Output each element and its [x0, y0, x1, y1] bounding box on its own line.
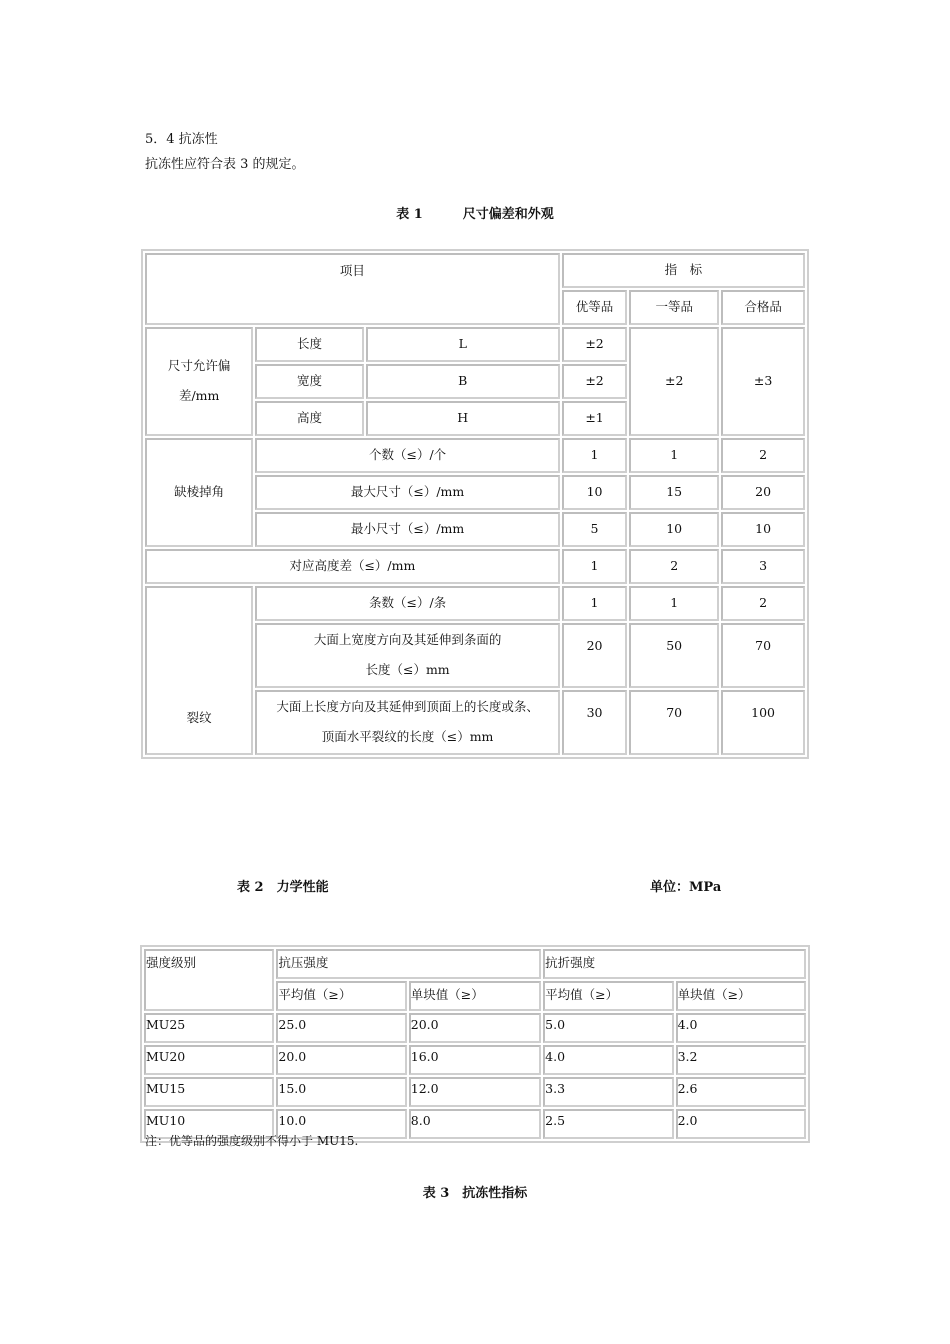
crack-count-v3: 2 [721, 586, 805, 621]
table3-title: 表 3 抗冻性指标 [422, 1186, 528, 1201]
t2-cell: 25.0 [276, 1013, 406, 1043]
height-diff-v2: 2 [629, 549, 719, 584]
dimension-value-length: ±2 [562, 327, 627, 362]
dimension-value-qualified: ±3 [721, 327, 805, 436]
crack-count-v1: 1 [562, 586, 627, 621]
t2-cell: 2.0 [676, 1109, 806, 1139]
dimension-symbol-height: H [366, 401, 560, 436]
t2-cell: MU20 [144, 1045, 274, 1075]
table-row [144, 1045, 806, 1075]
header-grade-premium: 优等品 [562, 290, 627, 325]
dimension-name-height: 高度 [255, 401, 363, 436]
t2-header-comp-avg: 平均值（≥） [276, 981, 406, 1011]
crack-width-line2: 长度（≤）mm [365, 662, 450, 677]
corner-count-label: 个数（≤）/个 [255, 438, 560, 473]
table2-unit: 单位：MPa [650, 880, 722, 895]
table1-title [0, 203, 950, 222]
table-row [144, 1013, 806, 1043]
corner-count-v3: 2 [721, 438, 805, 473]
height-diff-v1: 1 [562, 549, 627, 584]
t2-cell: MU25 [144, 1013, 274, 1043]
corner-group-label: 缺棱掉角 [145, 438, 253, 547]
crack-width-line1: 大面上宽度方向及其延伸到条面的 [313, 632, 502, 647]
t2-header-grade: 强度级别 [144, 949, 274, 1011]
dimension-group-label: 尺寸允许偏差/mm [145, 327, 253, 436]
header-grade-qualified: 合格品 [721, 290, 805, 325]
dimension-name-length: 长度 [255, 327, 363, 362]
t2-cell: 12.0 [409, 1077, 541, 1107]
table1-title-label: 表 1 [396, 207, 423, 222]
crack-length-v1: 30 [562, 690, 627, 755]
table2-title: 表 2 力学性能 [237, 880, 329, 895]
crack-length-line1: 大面上长度方向及其延伸到顶面上的长度或条、 [276, 699, 539, 714]
table2-note: 注：优等品的强度级别不得小于 MU15. [145, 1134, 359, 1148]
height-diff-v3: 3 [721, 549, 805, 584]
corner-max-v2: 15 [629, 475, 719, 510]
table1 [141, 249, 809, 759]
t2-cell: 3.3 [543, 1077, 673, 1107]
crack-length-v2: 70 [629, 690, 719, 755]
corner-min-v2: 10 [629, 512, 719, 547]
dimension-value-height: ±1 [562, 401, 627, 436]
t2-header-flex-single: 单块值（≥） [676, 981, 806, 1011]
t2-cell: 20.0 [276, 1045, 406, 1075]
t2-cell: 10.0 [276, 1109, 406, 1139]
header-indicator: 指 标 [562, 253, 805, 288]
t2-header-compressive: 抗压强度 [276, 949, 541, 979]
t2-header-comp-single: 单块值（≥） [409, 981, 541, 1011]
t2-cell: MU15 [144, 1077, 274, 1107]
corner-count-v1: 1 [562, 438, 627, 473]
corner-count-v2: 1 [629, 438, 719, 473]
crack-width-v3: 70 [721, 623, 805, 688]
t2-cell: 8.0 [409, 1109, 541, 1139]
crack-length-line2: 顶面水平裂纹的长度（≤）mm [321, 729, 494, 744]
crack-length-v3: 100 [721, 690, 805, 755]
dimension-symbol-length: L [366, 327, 560, 362]
section-body: 抗冻性应符合表 3 的规定。 [145, 157, 305, 172]
crack-length-label [255, 690, 560, 755]
crack-group-label: 裂纹 [145, 586, 253, 755]
dimension-name-width: 宽度 [255, 364, 363, 399]
section-heading: 5．4 抗冻性 [145, 132, 218, 147]
t2-header-flexural: 抗折强度 [543, 949, 806, 979]
t2-cell: 3.2 [676, 1045, 806, 1075]
corner-max-label: 最大尺寸（≤）/mm [255, 475, 560, 510]
table1-title-text: 尺寸偏差和外观 [462, 207, 554, 222]
table2 [140, 945, 810, 1143]
dimension-value-first-grade: ±2 [629, 327, 719, 436]
t2-cell: 5.0 [543, 1013, 673, 1043]
crack-width-v2: 50 [629, 623, 719, 688]
crack-width-label [255, 623, 560, 688]
t2-cell: 4.0 [543, 1045, 673, 1075]
t2-cell: 4.0 [676, 1013, 806, 1043]
t2-cell: 15.0 [276, 1077, 406, 1107]
t2-cell: 20.0 [409, 1013, 541, 1043]
header-grade-first: 一等品 [629, 290, 719, 325]
t2-cell: MU10 [144, 1109, 274, 1139]
corner-min-v1: 5 [562, 512, 627, 547]
corner-min-v3: 10 [721, 512, 805, 547]
t2-header-flex-avg: 平均值（≥） [543, 981, 673, 1011]
corner-max-v3: 20 [721, 475, 805, 510]
t2-cell: 16.0 [409, 1045, 541, 1075]
dimension-symbol-width: B [366, 364, 560, 399]
dimension-value-width: ±2 [562, 364, 627, 399]
corner-min-label: 最小尺寸（≤）/mm [255, 512, 560, 547]
table-row [144, 1077, 806, 1107]
t2-cell: 2.6 [676, 1077, 806, 1107]
corner-max-v1: 10 [562, 475, 627, 510]
crack-count-label: 条数（≤）/条 [255, 586, 560, 621]
crack-width-v1: 20 [562, 623, 627, 688]
t2-cell: 2.5 [543, 1109, 673, 1139]
height-diff-label: 对应高度差（≤）/mm [145, 549, 560, 584]
crack-count-v2: 1 [629, 586, 719, 621]
header-item: 项目 [145, 253, 560, 325]
